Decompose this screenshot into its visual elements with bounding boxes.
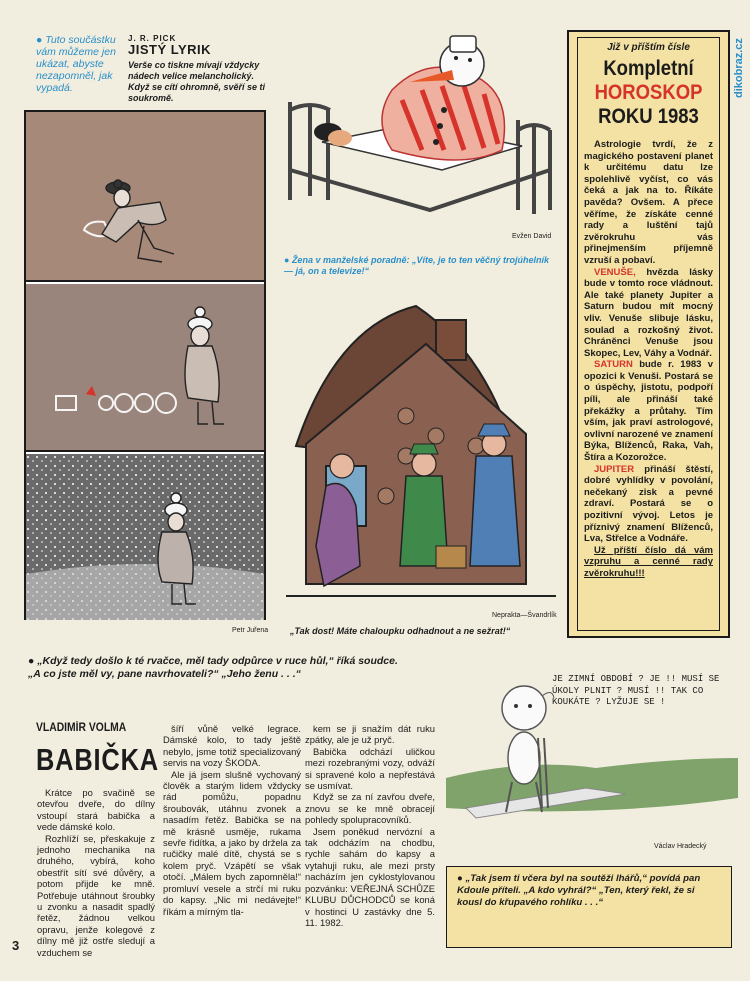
article-author: VLADIMÍR VOLMA	[36, 722, 127, 734]
horoscope-outro: Už příští číslo dá vám vzpruhu a cenné rady zvěrokruhu!!!	[584, 544, 713, 579]
snowman-credit: Václav Hradecký	[654, 843, 707, 850]
bed-cartoon	[282, 30, 558, 226]
court-joke: ● „Když tedy došlo k té rvačce, měl tady odpůrce v ruce hůl,“ říká soudce. „A co jste měl vy, pane navrhovateli?“ „Jeho ženu . . .“	[28, 655, 398, 680]
article-column-1: Krátce po svačině se otevřou dveře, do dílny vstoupí stará babička a vede dámské kolo. Rozhlíží se, přeskakuje z jednoho mechanika na druhého, vybírá, koho obestřít sítí své důvěry, a potom přijde ke mně. Potřebuje utáhnout šroubky u zvonku a nasadit spadlý řetěz, žádnou velkou opravu, jenže kolegové z dílny mě již ostře sledují a vzduchem se	[37, 787, 155, 958]
horoscope-intro: Astrologie tvrdí, že z magického postavení planet k určitému datu lze spolehlivě vyčíst, co vás čeká a jak na to. Říkáte pavěda? Ovšem. A přece věříme, že získáte cenné rady a luštění tajů zvěrokruhu vás přinejmenším příjemně vzruší a pobaví.	[584, 139, 713, 266]
strip-caption: ● Tuto součástku vám můžeme jen ukázat, abyste nezapomněl, jak vypadá.	[36, 34, 116, 94]
marriage-joke: ● Žena v manželské poradně: „Víte, je to ten věčný trojúhelník — já, on a televize!“	[284, 255, 550, 276]
horoscope-heading-2: HOROSKOP	[594, 81, 703, 104]
poem-title: JISTÝ LYRIK	[128, 42, 212, 57]
comic-panel-3	[26, 454, 264, 620]
site-watermark: dikobraz.cz	[733, 38, 745, 98]
liar-joke: ● „Tak jsem ti včera byl na soutěži lhářů,“ povídá pan Kdoule příteli. „A kdo vyhrál?“ „Ten, který řekl, že si kousl do křupavého rohlíku . . .“	[446, 866, 732, 948]
horoscope-body	[584, 139, 713, 580]
article-column-3: kem se ji snažím dát ruku zpátky, ale je už pryč. Babička odchází uličkou mezi rozebranými vozy, odváží si spravené kolo a nepřestává se usmívat. Když se za ní zavřou dveře, znovu se ke mně obracejí pohledy spolupracovníků. Jsem poněkud nervózní a tak odcházím na chodbu, rychle sahám do kapsy a vytahuji ruku, ale mezi prsty nacházím jen cyklostylovanou pozvánku: VEŘEJNÁ SCHŮZE KLUBU DŮCHODCŮ se koná v hostinci U zastávky dne 5. 11. 1982.	[305, 723, 435, 928]
house-credit: Neprakta—Švandrlík	[492, 612, 557, 619]
horoscope-kicker: Již v příštím čísle	[607, 42, 690, 53]
horoscope-saturn: SATURN bude r. 1983 v opozici k Venuši. Postará se o úspěchy, jistotu, podpoří píli, ale přináší také překážky a průtahy. Tím vším, jak praví astrologové, ovlivní narozené ve znamení Býka, Blíženců, Raka, Vah, Štíra a Kozorožce.	[584, 359, 713, 464]
horoscope-heading-1: Kompletní	[603, 57, 694, 80]
page-number: 3	[12, 938, 20, 953]
comic-panel-1	[26, 112, 264, 282]
horoscope-heading-3: ROKU 1983	[598, 105, 699, 128]
horoscope-box	[567, 30, 730, 638]
poem-text: Verše co tiskne mívají vždycky nádech velice melancholický. Když se cítí ohromně, svěří se ti soukromě.	[128, 60, 266, 103]
horoscope-venuse: VENUŠE, hvězda lásky bude v tomto roce vládnout. Ale také planety Jupiter a Saturn budou mít mocný vliv. Venuše slibuje lásku, soulad a rozkošný život. Chránĕnci Venuše jsou Skopec, Lev, Váhy a Vodnář.	[584, 266, 714, 359]
house-caption: „Tak dost! Máte chaloupku odhadnout a ne sežrat!“	[290, 626, 511, 636]
horoscope-jupiter: JUPITER přináší štěstí, dobré vyhlídky v povolání, nečekaný zisk a pevné zdraví. Postará se o pozitivní vývoj. Letos je příznivý znamení Blíženců, Lva, Střelce a Vodnáře.	[584, 463, 714, 545]
article-title: BABIČKA	[36, 742, 159, 777]
bed-credit: Evžen David	[512, 233, 552, 240]
comic-strip	[24, 110, 266, 620]
article-column-2: šíří vůně velké legrace. Dámské kolo, to tady ještě nebylo, jsme totiž specializovaný servis na vozy ŠKODA. Ale já jsem slušně vychovaný člověk a starým lidem vždycky rád pomůžu, popadnu šroubovák, utáhnu zvonek a nasadím řetěz. Babička se na mě krásně usměje, rukama sevře řidítka, a jako by držela za ručičky malé dítě, chystá se s kolem pryč. Vzápětí se však otočí. „Málem bych zapomněla!“ promluví vesele a strčí mi ruku do kapsy. „Nic mi nedávejte!“ říkám a mírným tla-	[163, 723, 301, 917]
snowman-speech: JE ZIMNÍ OBDOBÍ ? JE !! MUSÍ SE ÚKOLY PLNIT ? MUSÍ !! TAK CO KOUKÁTE ? LYŽUJE SE !	[552, 674, 720, 707]
poem-author: J. R. PICK	[128, 34, 177, 43]
gingerbread-cartoon	[286, 296, 556, 606]
strip-credit: Petr Juřena	[232, 627, 269, 634]
comic-panel-2	[26, 284, 264, 452]
